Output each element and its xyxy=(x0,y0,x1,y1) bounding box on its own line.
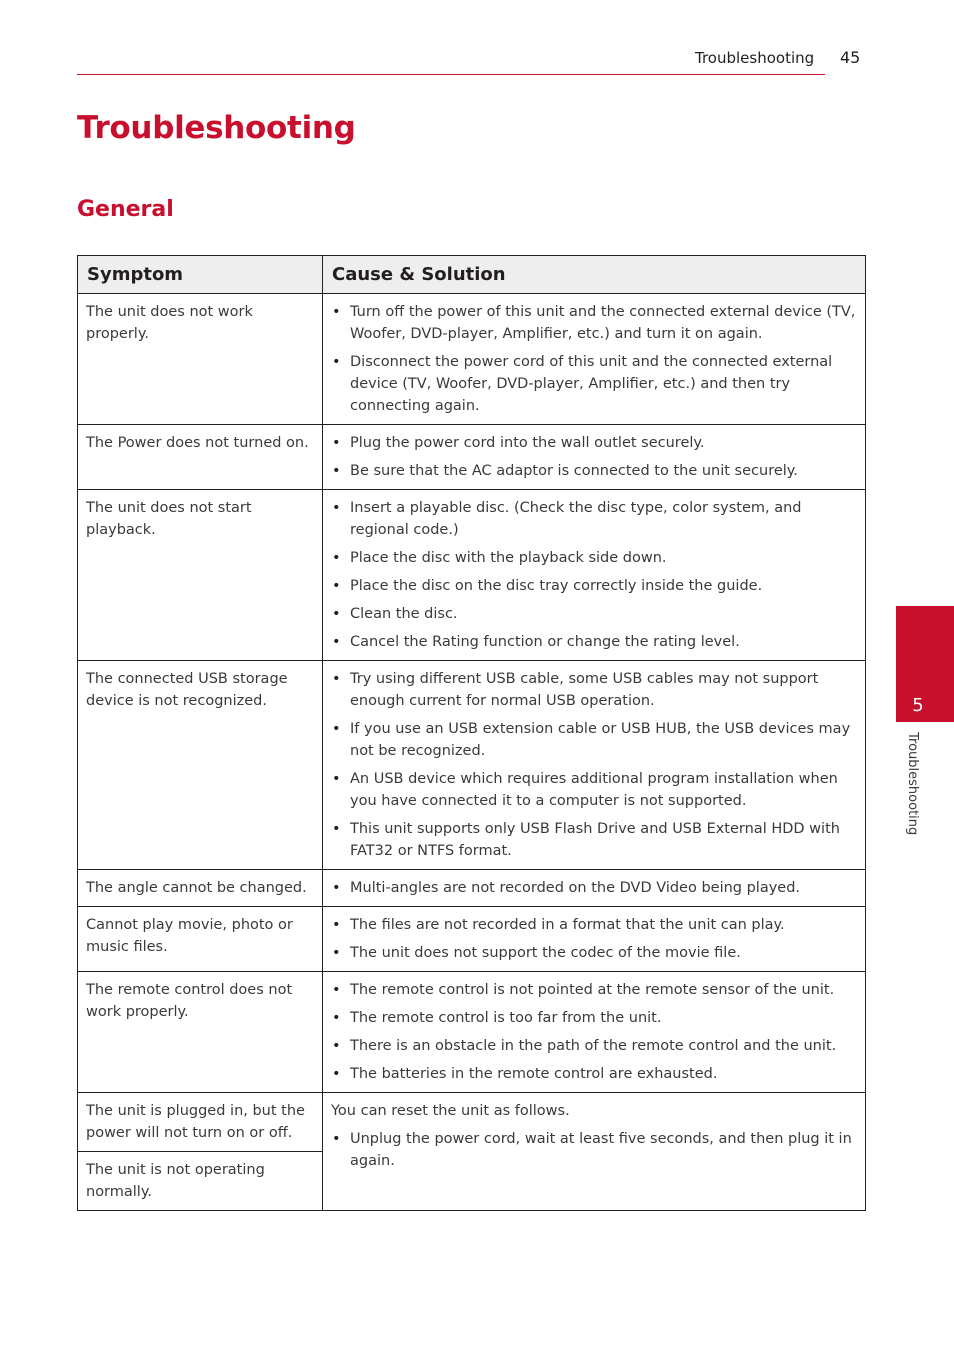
table-row xyxy=(78,870,866,907)
solution-cell xyxy=(323,490,866,661)
solution-item: • Place the disc on the disc tray correctly inside the guide. xyxy=(331,575,857,597)
section-title: General xyxy=(77,197,174,222)
solution-list xyxy=(331,979,857,1085)
solution-cell xyxy=(323,425,866,490)
symptom-cell: Cannot play movie, photo or music files. xyxy=(78,907,323,972)
table-row xyxy=(78,972,866,1093)
solution-list xyxy=(331,914,857,964)
page-number: 45 xyxy=(840,48,861,67)
solution-item: • The remote control is not pointed at the remote sensor of the unit. xyxy=(331,979,857,1001)
symptom-cell: The unit does not start playback. xyxy=(78,490,323,661)
solution-list xyxy=(331,432,857,482)
reset-note: You can reset the unit as follows. xyxy=(331,1103,570,1119)
page-title: Troubleshooting xyxy=(77,110,356,146)
solution-item: • Plug the power cord into the wall outlet securely. xyxy=(331,432,857,454)
solution-cell xyxy=(323,294,866,425)
chapter-tab xyxy=(896,606,954,722)
solution-cell xyxy=(323,870,866,907)
symptom-cell: The unit is not operating normally. xyxy=(78,1152,323,1211)
header-section-label: Troubleshooting xyxy=(695,49,815,67)
solution-cell xyxy=(323,907,866,972)
solution-list xyxy=(331,301,857,417)
solution-item: • The remote control is too far from the unit. xyxy=(331,1007,857,1029)
symptom-cell: The remote control does not work properly. xyxy=(78,972,323,1093)
solution-list xyxy=(331,1128,857,1172)
solution-item: • The files are not recorded in a format that the unit can play. xyxy=(331,914,857,936)
solution-cell xyxy=(323,661,866,870)
solution-list xyxy=(331,877,857,899)
table-row xyxy=(78,907,866,972)
table-row xyxy=(78,1093,866,1152)
header-divider xyxy=(77,74,825,75)
symptom-cell: The angle cannot be changed. xyxy=(78,870,323,907)
solution-item: • The unit does not support the codec of the movie file. xyxy=(331,942,857,964)
solution-item: • This unit supports only USB Flash Drive and USB External HDD with FAT32 or NTFS format. xyxy=(331,818,857,862)
solution-item: • Turn off the power of this unit and the connected external device (TV, Woofer, DVD-player, Amplifier, etc.) and turn it on again. xyxy=(331,301,857,345)
solution-item: • Cancel the Rating function or change the rating level. xyxy=(331,631,857,653)
table-row xyxy=(78,425,866,490)
symptom-column-header: Symptom xyxy=(78,256,323,294)
solution-item: • Unplug the power cord, wait at least five seconds, and then plug it in again. xyxy=(331,1128,857,1172)
solution-item: • An USB device which requires additional program installation when you have connected it to a computer is not supported. xyxy=(331,768,857,812)
symptom-cell: The unit does not work properly. xyxy=(78,294,323,425)
solution-item: • There is an obstacle in the path of the remote control and the unit. xyxy=(331,1035,857,1057)
table-row xyxy=(78,661,866,870)
symptom-cell: The unit is plugged in, but the power will not turn on or off. xyxy=(78,1093,323,1152)
solution-list xyxy=(331,497,857,653)
solution-item: • Insert a playable disc. (Check the disc type, color system, and regional code.) xyxy=(331,497,857,541)
troubleshooting-table xyxy=(77,255,866,1211)
solution-cell xyxy=(323,1093,866,1211)
solution-list xyxy=(331,668,857,862)
solution-item: • The batteries in the remote control are exhausted. xyxy=(331,1063,857,1085)
solution-item: • Multi-angles are not recorded on the DVD Video being played. xyxy=(331,877,857,899)
symptom-cell: The connected USB storage device is not recognized. xyxy=(78,661,323,870)
table-row xyxy=(78,490,866,661)
solution-item: • Disconnect the power cord of this unit and the connected external device (TV, Woofer, DVD-player, Amplifier, etc.) and then try connecting again. xyxy=(331,351,857,417)
symptom-cell: The Power does not turned on. xyxy=(78,425,323,490)
solution-item: • Try using different USB cable, some USB cables may not support enough current for normal USB operation. xyxy=(331,668,857,712)
solution-cell xyxy=(323,972,866,1093)
table-row xyxy=(78,294,866,425)
solution-item: • Clean the disc. xyxy=(331,603,857,625)
solution-item: • Place the disc with the playback side down. xyxy=(331,547,857,569)
table-header-row xyxy=(78,256,866,294)
solution-item: • If you use an USB extension cable or USB HUB, the USB devices may not be recognized. xyxy=(331,718,857,762)
solution-column-header: Cause & Solution xyxy=(323,256,866,294)
chapter-number: 5 xyxy=(912,695,924,716)
solution-item: • Be sure that the AC adaptor is connected to the unit securely. xyxy=(331,460,857,482)
chapter-label: Troubleshooting xyxy=(905,732,920,836)
